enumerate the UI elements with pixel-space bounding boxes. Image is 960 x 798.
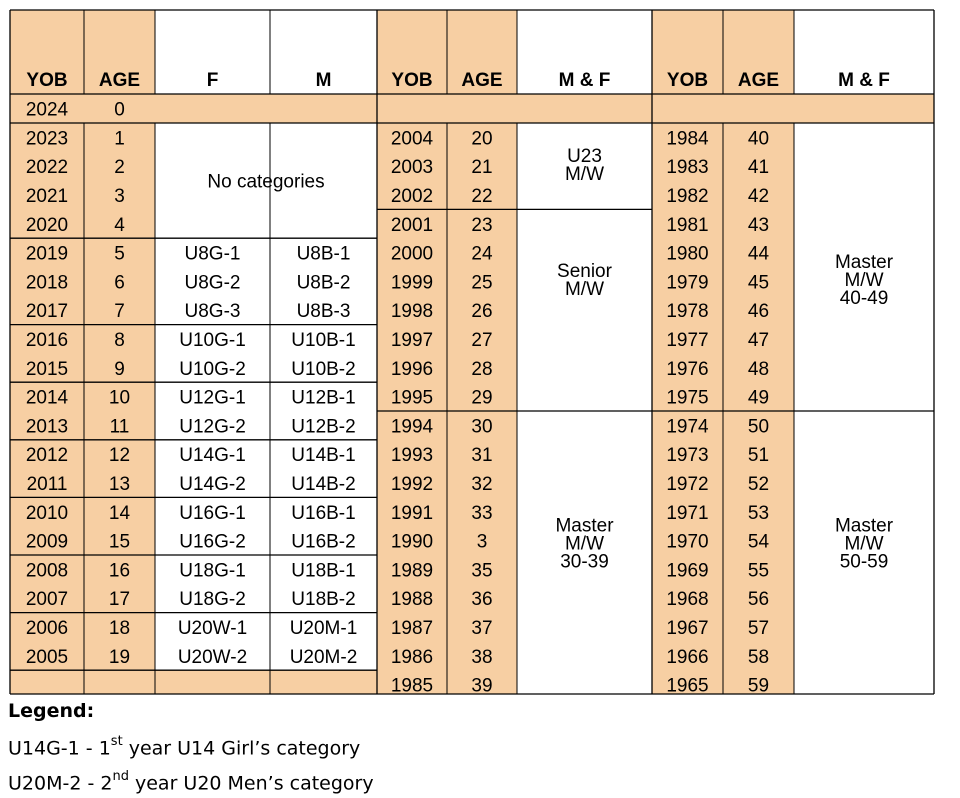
age-cell: 25 — [471, 272, 493, 294]
age-cell: 49 — [747, 387, 770, 409]
legend-title: Legend: — [8, 700, 95, 722]
age-cell: 7 — [114, 301, 125, 323]
age-cell: 48 — [747, 358, 770, 380]
column-header: AGE — [461, 70, 503, 91]
yob-cell: 2023 — [25, 128, 69, 150]
yob-cell: 1965 — [666, 675, 709, 697]
no-categories-label: No categories — [207, 171, 325, 193]
yob-cell: 2016 — [25, 330, 69, 351]
age-cell: 29 — [471, 387, 493, 409]
age-cell: 59 — [747, 675, 770, 697]
yob-cell: 1967 — [666, 618, 709, 639]
age-cell: 54 — [747, 531, 770, 553]
yob-cell: 1991 — [390, 502, 434, 524]
age-cell: 22 — [471, 186, 493, 207]
yob-cell: 2021 — [25, 186, 69, 207]
yob-cell: 1988 — [390, 589, 434, 611]
male-category-cell: U8B-3 — [296, 301, 351, 323]
female-category-cell: U20W-1 — [177, 618, 248, 639]
female-category-cell: U8G-3 — [184, 301, 241, 323]
column-header: M — [315, 70, 332, 91]
age-cell: 2 — [114, 157, 125, 179]
male-category-cell: U8B-2 — [296, 272, 351, 294]
female-category-cell: U14G-2 — [179, 474, 246, 495]
category-group-label: M/W — [564, 279, 605, 301]
yob-cell: 1974 — [666, 416, 709, 438]
yob-cell: 1984 — [666, 128, 709, 150]
female-category-cell: U16G-2 — [179, 531, 246, 553]
male-category-cell: U8B-1 — [296, 243, 351, 265]
legend-item-2: U20M-2 - 2nd year U20 Men’s category — [8, 769, 374, 795]
yob-cell: 1972 — [666, 474, 709, 495]
age-cell: 16 — [108, 560, 131, 582]
male-category-cell: U14B-1 — [291, 445, 356, 467]
age-cell: 46 — [747, 301, 770, 323]
male-category-cell: U12B-1 — [291, 387, 356, 409]
yob-cell: 1997 — [390, 330, 434, 351]
category-group-label: Master — [834, 515, 894, 537]
yob-cell: 1980 — [666, 243, 709, 265]
age-cell: 6 — [114, 272, 125, 294]
category-group-label: M/W — [844, 270, 884, 291]
age-cell: 37 — [471, 618, 493, 639]
zero-age-row-fill — [10, 94, 934, 123]
column-header: YOB — [391, 70, 433, 91]
age-cell: 31 — [471, 445, 493, 467]
age-cell: 15 — [108, 531, 131, 553]
yob-cell: 1985 — [390, 675, 434, 697]
female-category-cell: U12G-1 — [179, 387, 246, 409]
yob-cell: 2017 — [25, 301, 69, 323]
age-cell: 56 — [747, 589, 770, 611]
age-cell: 39 — [471, 675, 493, 697]
age-cell: 58 — [747, 646, 770, 668]
column-header: AGE — [98, 70, 141, 91]
yob-cell: 2011 — [26, 474, 68, 495]
age-cell: 23 — [471, 214, 493, 236]
age-cell: 33 — [471, 502, 493, 524]
empty-bottom-row-fill — [10, 670, 377, 694]
column-header: YOB — [666, 70, 709, 91]
yob-cell: 1986 — [390, 646, 434, 668]
male-category-cell: U18B-2 — [291, 589, 356, 611]
age-cell: 5 — [114, 243, 125, 265]
legend-item-1: U14G-1 - 1st year U14 Girl’s category — [8, 734, 361, 760]
age-cell: 0 — [114, 99, 125, 121]
age-cell: 9 — [114, 358, 125, 380]
yob-cell: 2007 — [25, 589, 69, 611]
column-header: M & F — [558, 70, 611, 91]
category-group-label: Senior — [557, 261, 612, 283]
legend-code: U14G-1 — [8, 737, 80, 760]
age-cell: 38 — [471, 646, 493, 668]
age-cell: 20 — [471, 128, 493, 150]
yob-cell: 1971 — [666, 502, 709, 524]
age-cell: 51 — [747, 445, 770, 467]
yob-cell: 2010 — [25, 502, 69, 524]
male-category-cell: U18B-1 — [291, 560, 356, 582]
age-cell: 47 — [747, 330, 770, 351]
age-cell: 26 — [471, 301, 493, 323]
age-cell: 57 — [747, 618, 770, 639]
yob-cell: 1973 — [666, 445, 709, 467]
age-cell: 35 — [471, 560, 493, 582]
male-category-cell: U20M-1 — [289, 618, 358, 639]
age-cell: 17 — [108, 589, 131, 611]
male-category-cell: U10B-1 — [291, 330, 356, 351]
yob-cell: 2005 — [25, 646, 69, 668]
category-group-label: M/W — [844, 533, 884, 555]
male-category-cell: U16B-2 — [291, 531, 356, 553]
category-group-label: 30-39 — [560, 551, 609, 573]
yob-cell: 1970 — [666, 531, 709, 553]
column-header: YOB — [26, 70, 68, 91]
yob-cell: 2014 — [25, 387, 69, 409]
yob-cell: 2012 — [25, 445, 69, 467]
category-group-label: M/W — [564, 533, 605, 555]
yob-cell: 1975 — [666, 387, 709, 409]
male-category-cell: U14B-2 — [291, 474, 356, 495]
age-cell: 4 — [114, 214, 125, 236]
yob-cell: 2018 — [25, 272, 69, 294]
female-category-cell: U12G-2 — [179, 416, 246, 438]
yob-cell: 1992 — [390, 474, 434, 495]
yob-cell: 2000 — [390, 243, 434, 265]
legend-code: U20M-2 — [8, 772, 82, 795]
age-cell: 3 — [114, 186, 125, 207]
yob-cell: 2004 — [390, 128, 434, 150]
yob-cell: 1976 — [666, 358, 709, 380]
age-cell: 40 — [747, 128, 770, 150]
yob-cell: 2019 — [25, 243, 69, 265]
female-category-cell: U18G-1 — [179, 560, 246, 582]
age-cell: 18 — [108, 618, 131, 639]
age-cell: 3 — [476, 531, 488, 553]
yob-cell: 1999 — [390, 272, 434, 294]
yob-cell: 1987 — [390, 618, 434, 639]
age-cell: 14 — [108, 502, 131, 524]
yob-cell: 2008 — [25, 560, 69, 582]
age-cell: 42 — [747, 186, 770, 207]
female-category-cell: U20W-2 — [177, 646, 248, 668]
age-cell: 32 — [471, 474, 493, 495]
male-category-cell: U16B-1 — [291, 502, 356, 524]
age-cell: 41 — [747, 157, 770, 179]
yob-cell: 2003 — [390, 157, 434, 179]
age-cell: 11 — [109, 416, 130, 438]
yob-cell: 2001 — [390, 214, 434, 236]
yob-cell: 1989 — [390, 560, 434, 582]
yob-cell: 1994 — [390, 416, 434, 438]
yob-cell: 2024 — [25, 99, 69, 121]
yob-cell: 1981 — [666, 214, 709, 236]
female-category-cell: U8G-2 — [184, 272, 241, 294]
yob-cell: 1968 — [666, 589, 709, 611]
yob-cell: 1969 — [666, 560, 709, 582]
age-cell: 55 — [747, 560, 770, 582]
column-header: M & F — [838, 70, 890, 91]
category-group-label: 40-49 — [839, 288, 889, 309]
category-group-label: 50-59 — [839, 551, 889, 573]
age-cell: 50 — [747, 416, 770, 438]
female-category-cell: U10G-2 — [179, 358, 246, 380]
category-group-label: Master — [555, 515, 614, 537]
yob-cell: 2015 — [25, 358, 69, 380]
age-cell: 19 — [108, 646, 131, 668]
yob-cell: 2020 — [25, 214, 69, 236]
yob-cell: 1996 — [390, 358, 434, 380]
female-category-cell: U8G-1 — [184, 243, 241, 265]
age-cell: 24 — [471, 243, 493, 265]
yob-cell: 1978 — [666, 301, 709, 323]
female-category-cell: U16G-1 — [179, 502, 246, 524]
column-header: F — [206, 70, 219, 91]
yob-cell: 1979 — [666, 272, 709, 294]
yob-cell: 1983 — [666, 157, 709, 179]
male-category-cell: U10B-2 — [291, 358, 356, 380]
age-cell: 1 — [114, 128, 125, 150]
male-category-cell: U20M-2 — [289, 646, 358, 668]
age-cell: 10 — [108, 387, 131, 409]
age-cell: 30 — [471, 416, 493, 438]
age-cell: 8 — [114, 330, 125, 351]
yob-cell: 1993 — [390, 445, 434, 467]
yob-cell: 2013 — [25, 416, 69, 438]
age-cell: 27 — [471, 330, 493, 351]
male-category-cell: U12B-2 — [291, 416, 356, 438]
yob-cell: 1982 — [666, 186, 709, 207]
age-cell: 52 — [747, 474, 770, 495]
age-cell: 28 — [471, 358, 493, 380]
yob-cell: 2022 — [25, 157, 69, 179]
female-category-cell: U10G-1 — [179, 330, 246, 351]
female-category-cell: U14G-1 — [179, 445, 246, 467]
age-cell: 43 — [747, 214, 770, 236]
age-cell: 12 — [108, 445, 131, 467]
category-group-label: U23 — [567, 146, 602, 168]
age-cell: 44 — [747, 243, 770, 265]
age-cell: 36 — [471, 589, 493, 611]
yob-cell: 2002 — [390, 186, 434, 207]
age-cell: 13 — [108, 474, 131, 495]
yob-cell: 1966 — [666, 646, 709, 668]
age-cell: 53 — [747, 502, 770, 524]
column-header: AGE — [737, 70, 780, 91]
category-group-label: M/W — [564, 164, 605, 186]
yob-cell: 1990 — [390, 531, 434, 553]
yob-cell: 2006 — [25, 618, 69, 639]
age-cell: 21 — [471, 157, 493, 179]
yob-cell: 1995 — [390, 387, 434, 409]
category-group-label: Master — [834, 252, 894, 273]
female-category-cell: U18G-2 — [179, 589, 246, 611]
yob-cell: 1977 — [666, 330, 709, 351]
age-cell: 45 — [747, 272, 770, 294]
yob-cell: 2009 — [25, 531, 69, 553]
yob-cell: 1998 — [390, 301, 434, 323]
